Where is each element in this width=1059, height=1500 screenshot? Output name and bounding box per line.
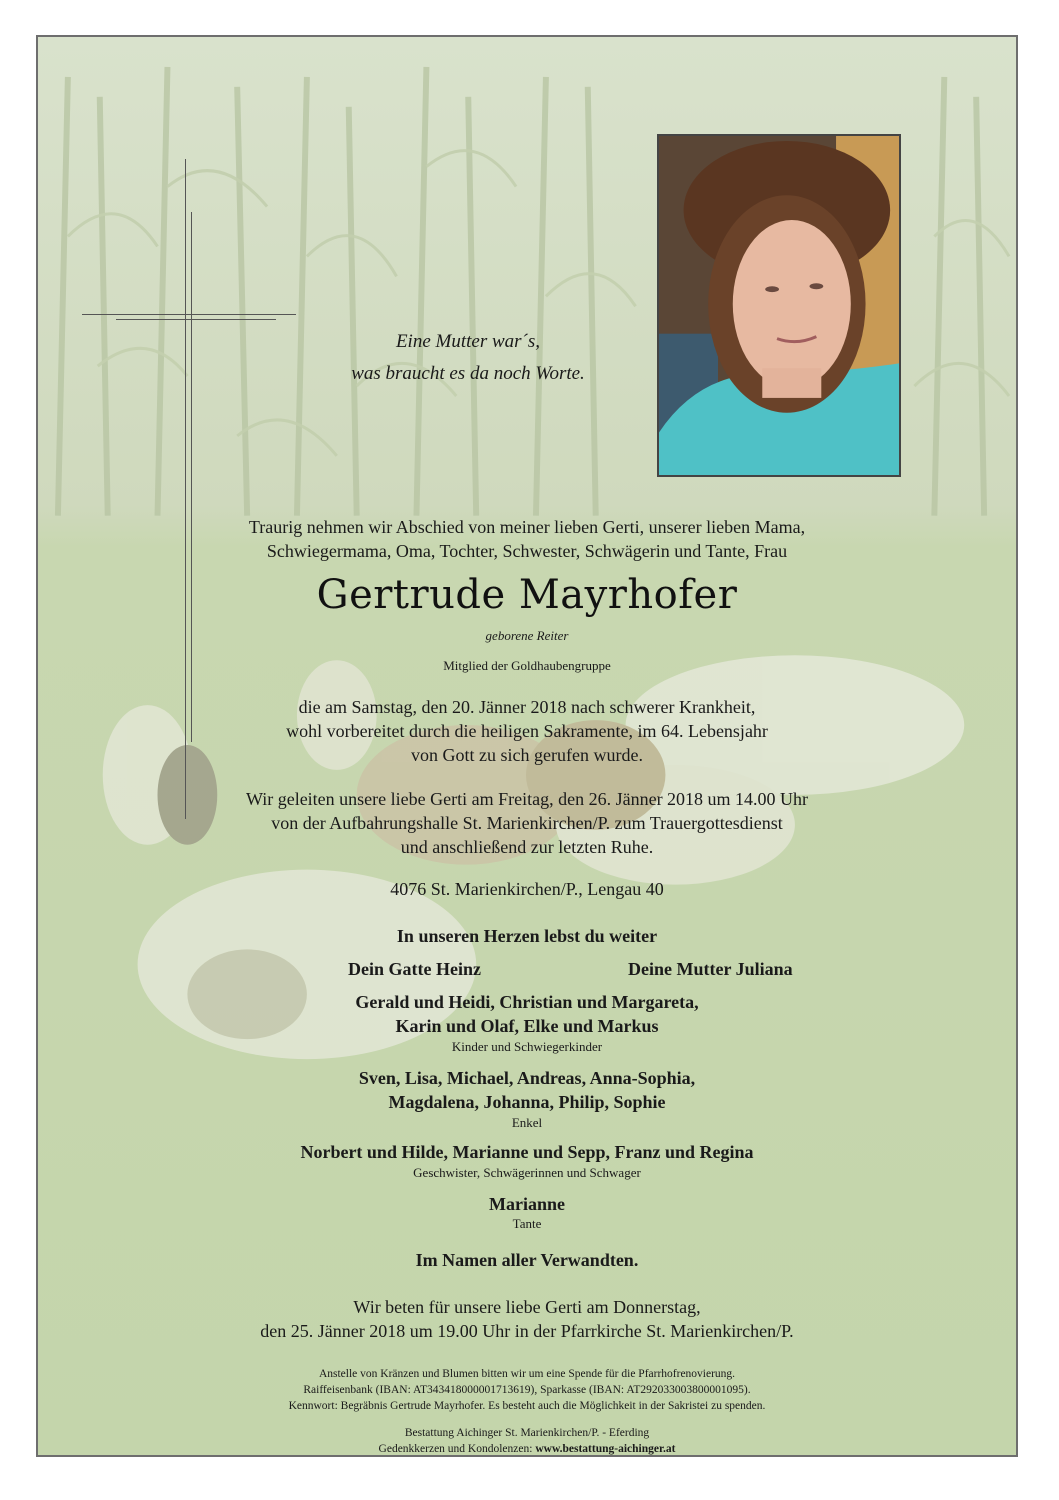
deceased-name: Gertrude Mayrhofer (316, 572, 738, 618)
siblings: Norbert und Hilde, Marianne und Sepp, Franz und Regina (300, 1142, 754, 1162)
donation-notice (38, 1366, 1016, 1414)
mother: Deine Mutter Juliana (628, 959, 793, 979)
funeral-line-2: von der Aufbahrungshalle St. Marienkirchen/P. zum Trauergottesdienst (271, 813, 783, 833)
quote-line-1: Eine Mutter war´s, (395, 331, 541, 352)
prayer-notice (38, 1295, 1016, 1343)
condolence-line (38, 1441, 1016, 1457)
donation-line-2: Raiffeisenbank (IBAN: AT343418000001713619), Sparkasse (IBAN: AT292033003800001095). (303, 1384, 751, 1396)
funeral-line-1: Wir geleiten unsere liebe Gerti am Freitag, den 26. Jänner 2018 um 14.00 Uhr (245, 789, 809, 809)
portrait-photo (657, 134, 901, 477)
donation-line-1: Anstelle von Kränzen und Blumen bitten wir um eine Spende für die Pfarrhofrenovierung. (318, 1368, 736, 1380)
grandchildren-caption: Enkel (511, 1115, 543, 1130)
intro-text (38, 515, 1016, 563)
grandchildren-line-2: Magdalena, Johanna, Philip, Sophie (388, 1092, 666, 1112)
aunt: Marianne (489, 1194, 565, 1214)
death-notice (38, 695, 1016, 767)
children-caption: Kinder und Schwiegerkinder (451, 1039, 603, 1054)
quote-line-2: was braucht es da noch Worte. (351, 363, 585, 384)
grandchildren (38, 1066, 1016, 1114)
children-line-1: Gerald und Heidi, Christian und Margareta, (355, 992, 699, 1012)
siblings-caption: Geschwister, Schwägerinnen und Schwager (413, 1165, 641, 1180)
website-link[interactable]: www.bestattung-aichinger.at (535, 1443, 676, 1455)
membership: Mitglied der Goldhaubengruppe (443, 658, 611, 673)
death-line-3: von Gott zu sich gerufen wurde. (411, 745, 643, 765)
intro-line-2: Schwiegermama, Oma, Tochter, Schwester, Schwägerin und Tante, Frau (266, 541, 788, 561)
footer (38, 1425, 1016, 1457)
birth-name: geborene Reiter (485, 628, 569, 643)
children (38, 990, 1016, 1038)
death-line-2: wohl vorbereitet durch die heiligen Sakramente, im 64. Lebensjahr (286, 721, 768, 741)
memorial-quote (278, 326, 658, 390)
condolence-label: Gedenkkerzen und Kondolenzen: (378, 1443, 536, 1455)
funeral-notice (38, 787, 1016, 859)
children-line-2: Karin und Olaf, Elke und Markus (395, 1016, 659, 1036)
death-line-1: die am Samstag, den 20. Jänner 2018 nach schwerer Krankheit, (298, 697, 756, 717)
undertaker: Bestattung Aichinger St. Marienkirchen/P. - Eferding (404, 1427, 650, 1439)
cross-icon-beam-2 (116, 319, 276, 320)
prayer-line-2: den 25. Jänner 2018 um 19.00 Uhr in der Pfarrkirche St. Marienkirchen/P. (260, 1321, 794, 1341)
closing-line: Im Namen aller Verwandten. (415, 1250, 639, 1270)
mourners-heading: In unseren Herzen lebst du weiter (396, 926, 658, 946)
cross-icon-beam (82, 314, 296, 315)
address: 4076 St. Marienkirchen/P., Lengau 40 (390, 879, 664, 899)
parte-frame (36, 35, 1018, 1457)
prayer-line-1: Wir beten für unsere liebe Gerti am Donnerstag, (353, 1297, 701, 1317)
donation-line-3: Kennwort: Begräbnis Gertrude Mayrhofer. Es besteht auch die Möglichkeit in der Sakristei zu spenden. (288, 1400, 766, 1412)
aunt-caption: Tante (512, 1216, 542, 1231)
portrait-image (659, 136, 899, 475)
intro-line-1: Traurig nehmen wir Abschied von meiner lieben Gerti, unserer lieben Mama, (248, 517, 806, 537)
grandchildren-line-1: Sven, Lisa, Michael, Andreas, Anna-Sophia, (358, 1068, 696, 1088)
funeral-line-3: und anschließend zur letzten Ruhe. (400, 837, 654, 857)
husband: Dein Gatte Heinz (348, 959, 481, 979)
